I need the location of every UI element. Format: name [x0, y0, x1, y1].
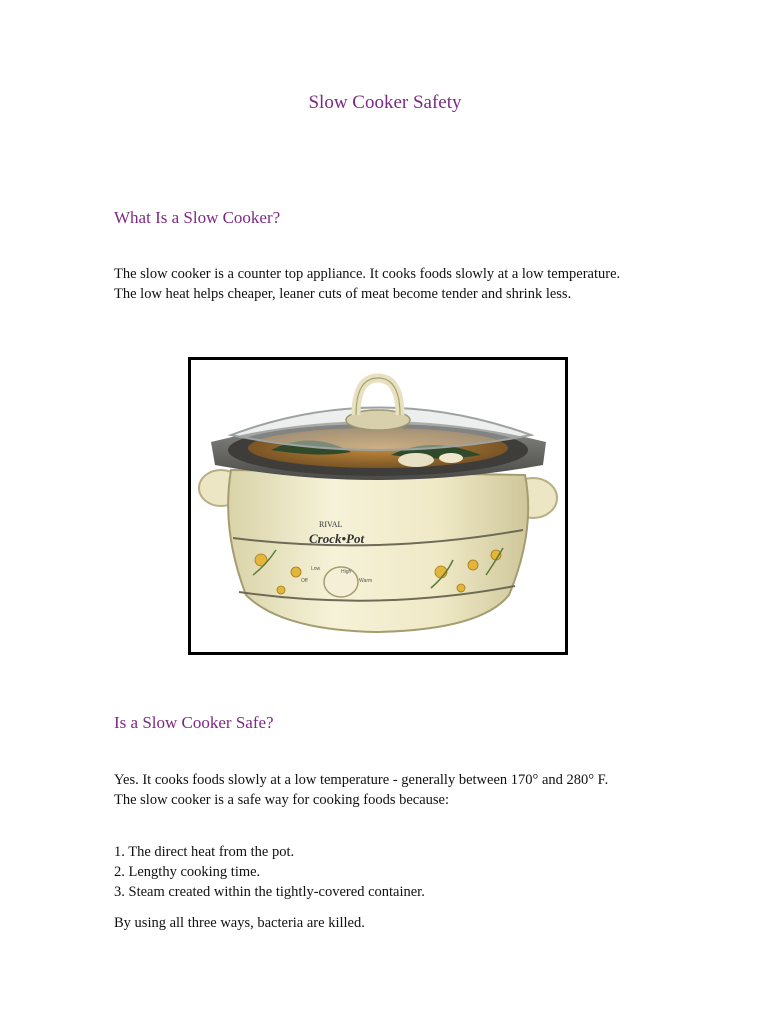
- dial-label-low: Low: [311, 566, 321, 572]
- section1-line-2: The low heat helps cheaper, leaner cuts of meat become tender and shrink less.: [114, 286, 572, 302]
- list-item: 2. Lengthy cooking time.: [114, 864, 261, 880]
- page-title: Slow Cooker Safety: [308, 92, 462, 113]
- dial-label-warm: Warm: [359, 578, 373, 584]
- reasons-list: [114, 842, 425, 902]
- dial-label-high: High: [341, 569, 352, 575]
- section1-line-1: The slow cooker is a counter top appliance. It cooks foods slowly at a low temperature.: [114, 266, 621, 282]
- section-heading-what-is: What Is a Slow Cooker?: [114, 208, 281, 227]
- slow-cooker-image: [188, 357, 568, 655]
- section2-line-1: Yes. It cooks foods slowly at a low temperature - generally between 170° and 280° F.: [114, 772, 609, 788]
- section-heading-is-safe: Is a Slow Cooker Safe?: [114, 713, 274, 732]
- list-item: 3. Steam created within the tightly-covered container.: [114, 884, 425, 900]
- section1-paragraph: [114, 264, 620, 304]
- section2-line-2: The slow cooker is a safe way for cooking foods because:: [114, 792, 450, 808]
- slow-cooker-illustration: [191, 360, 565, 652]
- closing-sentence: By using all three ways, bacteria are killed.: [114, 915, 365, 931]
- section2-paragraph: [114, 770, 608, 810]
- list-item: 1. The direct heat from the pot.: [114, 844, 295, 860]
- dial-label-off: Off: [301, 578, 308, 584]
- logo-text: Crock•Pot: [309, 531, 365, 546]
- brand-text: RIVAL: [319, 520, 343, 529]
